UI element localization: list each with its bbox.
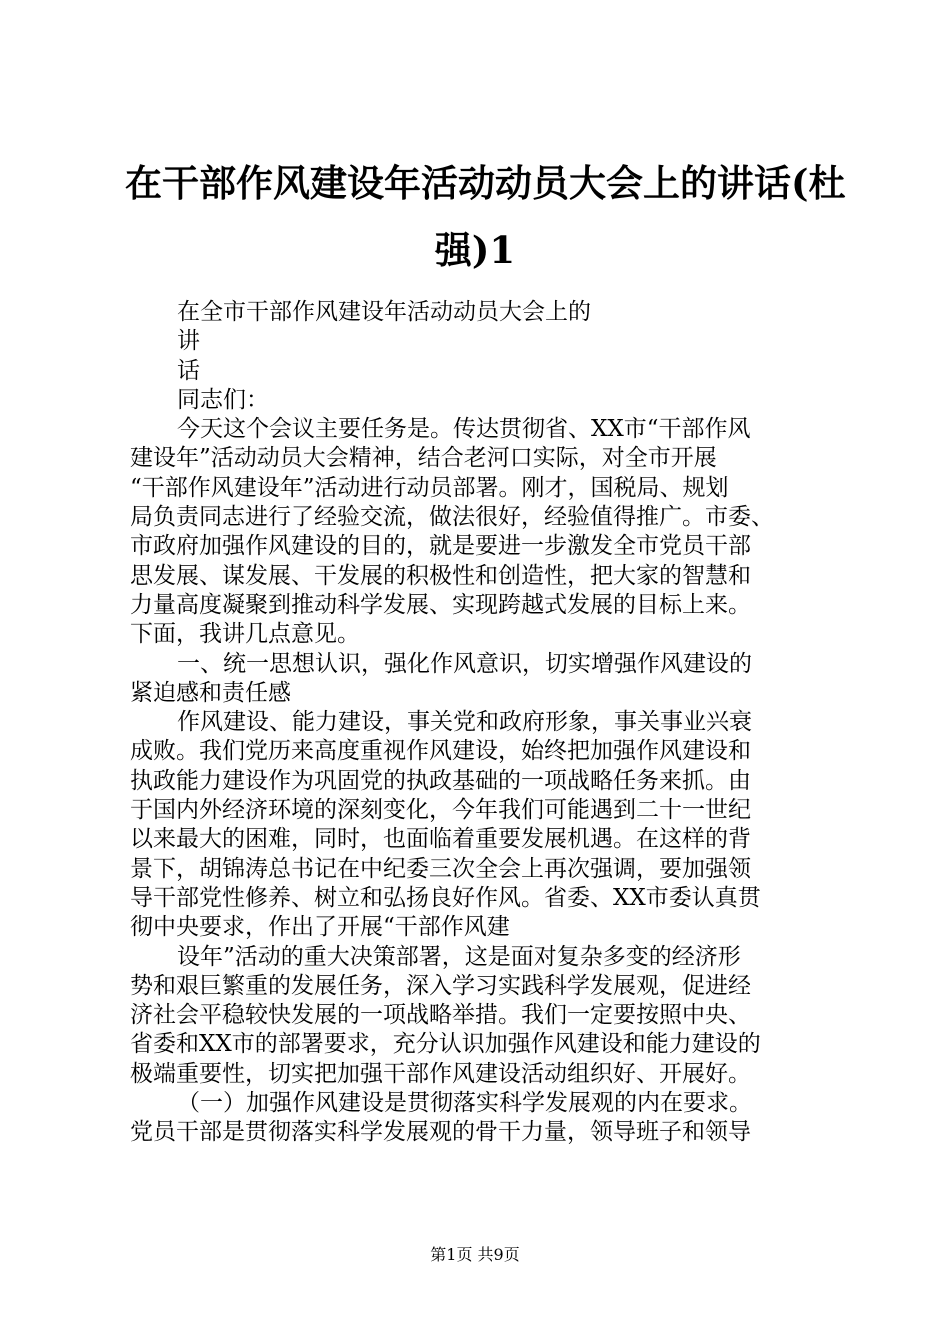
body-line: 紧迫感和责任感 xyxy=(130,679,291,706)
body-line: 于国内外经济环境的深刻变化，今年我们可能遇到二十一世纪 xyxy=(130,797,751,824)
body-line: 济社会平稳较快发展的一项战略举措。我们一定要按照中央、 xyxy=(130,1002,751,1029)
body-line: 在全市干部作风建设年活动动员大会上的 xyxy=(177,299,591,325)
body-line: 作风建设、能力建设，事关党和政府形象，事关事业兴衰 xyxy=(177,709,752,736)
document-body xyxy=(130,298,830,1148)
body-line: 力量高度凝聚到推动科学发展、实现跨越式发展的目标上来。 xyxy=(130,591,751,618)
body-line: 今天这个会议主要任务是。传达贯彻省、XX市“干部作风 xyxy=(177,416,751,443)
body-line: 成败。我们党历来高度重视作风建设，始终把加强作风建设和 xyxy=(130,738,751,765)
body-line: 导干部党性修养、树立和弘扬良好作风。省委、XX市委认真贯 xyxy=(130,884,761,911)
body-line: 市政府加强作风建设的目的，就是要进一步激发全市党员干部 xyxy=(130,533,751,560)
body-line: 下面，我讲几点意见。 xyxy=(130,621,360,648)
body-line: 话 xyxy=(177,357,200,384)
body-line: 省委和XX市的部署要求，充分认识加强作风建设和能力建设的 xyxy=(130,1031,761,1058)
body-line: 景下，胡锦涛总书记在中纪委三次全会上再次强调，要加强领 xyxy=(130,855,751,882)
body-line: 建设年”活动动员大会精神，结合老河口实际，对全市开展 xyxy=(130,445,717,472)
body-line: 讲 xyxy=(177,328,200,355)
body-line: 以来最大的困难，同时，也面临着重要发展机遇。在这样的背 xyxy=(130,826,751,853)
page-footer: 第1页 共9页 xyxy=(430,1245,520,1264)
document-title-line2: 强)1 xyxy=(434,228,516,272)
body-line: 势和艰巨繁重的发展任务，深入学习实践科学发展观，促进经 xyxy=(130,972,751,999)
body-line: 同志们： xyxy=(177,386,269,413)
body-line: 党员干部是贯彻落实科学发展观的骨干力量，领导班子和领导 xyxy=(130,1119,751,1146)
body-line: “干部作风建设年”活动进行动员部署。刚才，国税局、规划 xyxy=(130,474,729,501)
body-line: 设年”活动的重大决策部署，这是面对复杂多变的经济形 xyxy=(177,943,741,970)
body-line: 局负责同志进行了经验交流，做法很好，经验值得推广。市委、 xyxy=(130,504,774,531)
document-title-line1: 在干部作风建设年活动动员大会上的讲话(杜 xyxy=(125,161,846,205)
body-line: 极端重要性，切实把加强干部作风建设活动组织好、开展好。 xyxy=(130,1060,751,1087)
body-line: 执政能力建设作为巩固党的执政基础的一项战略任务来抓。由 xyxy=(130,767,751,794)
body-line: （一）加强作风建设是贯彻落实科学发展观的内在要求。 xyxy=(177,1090,752,1117)
body-line: 思发展、谋发展、干发展的积极性和创造性，把大家的智慧和 xyxy=(130,562,751,589)
body-line: 一、统一思想认识，强化作风意识，切实增强作风建设的 xyxy=(177,650,752,677)
body-line: 彻中央要求，作出了开展“干部作风建 xyxy=(130,914,510,941)
